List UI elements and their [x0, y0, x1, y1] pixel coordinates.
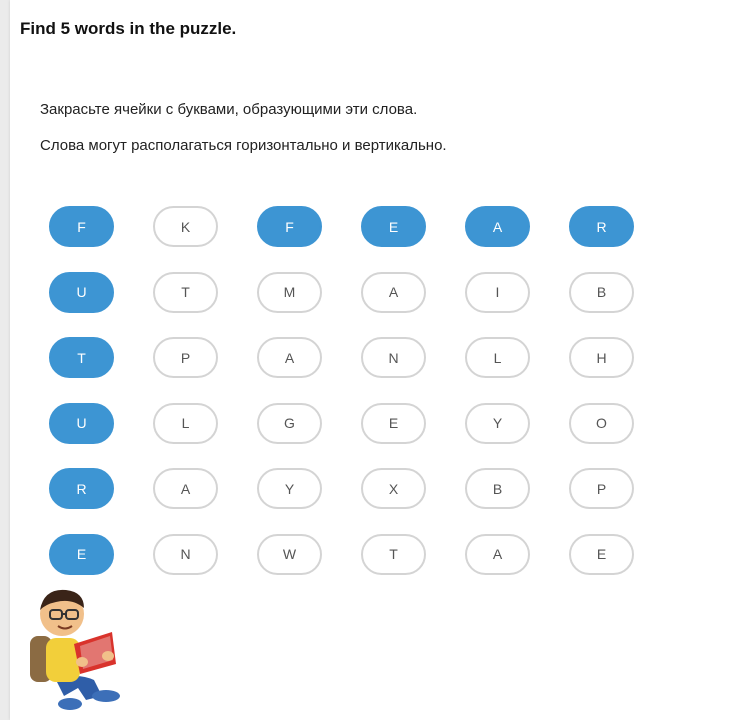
letter-cell[interactable]: F	[257, 206, 322, 247]
letter-cell[interactable]: F	[49, 206, 114, 247]
letter-cell[interactable]: A	[257, 337, 322, 378]
instruction-text: Слова могут располагаться горизонтально и вертикально.	[40, 137, 447, 154]
letter-cell[interactable]: P	[569, 468, 634, 509]
letter-cell[interactable]: Y	[465, 403, 530, 444]
letter-cell[interactable]: X	[361, 468, 426, 509]
letter-cell[interactable]: Y	[257, 468, 322, 509]
letter-cell[interactable]: T	[153, 272, 218, 313]
letter-cell[interactable]: A	[465, 534, 530, 575]
letter-cell[interactable]: L	[465, 337, 530, 378]
letter-cell[interactable]: A	[153, 468, 218, 509]
letter-cell[interactable]: T	[361, 534, 426, 575]
letter-cell[interactable]: E	[569, 534, 634, 575]
letter-cell[interactable]: G	[257, 403, 322, 444]
letter-grid	[49, 206, 634, 575]
letter-cell[interactable]: E	[361, 403, 426, 444]
letter-cell[interactable]: H	[569, 337, 634, 378]
letter-cell[interactable]: B	[569, 272, 634, 313]
boy-reading-illustration	[22, 584, 128, 714]
letter-cell[interactable]: K	[153, 206, 218, 247]
page-edge	[732, 0, 750, 720]
letter-cell[interactable]: A	[465, 206, 530, 247]
letter-cell[interactable]: U	[49, 272, 114, 313]
letter-cell[interactable]: A	[361, 272, 426, 313]
letter-cell[interactable]: E	[361, 206, 426, 247]
letter-cell[interactable]: N	[153, 534, 218, 575]
letter-cell[interactable]: I	[465, 272, 530, 313]
letter-cell[interactable]: M	[257, 272, 322, 313]
letter-cell[interactable]: P	[153, 337, 218, 378]
letter-cell[interactable]: R	[569, 206, 634, 247]
letter-cell[interactable]: E	[49, 534, 114, 575]
instruction-text: Закрасьте ячейки с буквами, образующими эти слова.	[40, 101, 418, 118]
page-title: Find 5 words in the puzzle.	[20, 19, 237, 38]
letter-cell[interactable]: N	[361, 337, 426, 378]
letter-cell[interactable]: U	[49, 403, 114, 444]
letter-cell[interactable]: B	[465, 468, 530, 509]
letter-cell[interactable]: R	[49, 468, 114, 509]
letter-cell[interactable]: L	[153, 403, 218, 444]
letter-cell[interactable]: O	[569, 403, 634, 444]
letter-cell[interactable]: T	[49, 337, 114, 378]
letter-cell[interactable]: W	[257, 534, 322, 575]
